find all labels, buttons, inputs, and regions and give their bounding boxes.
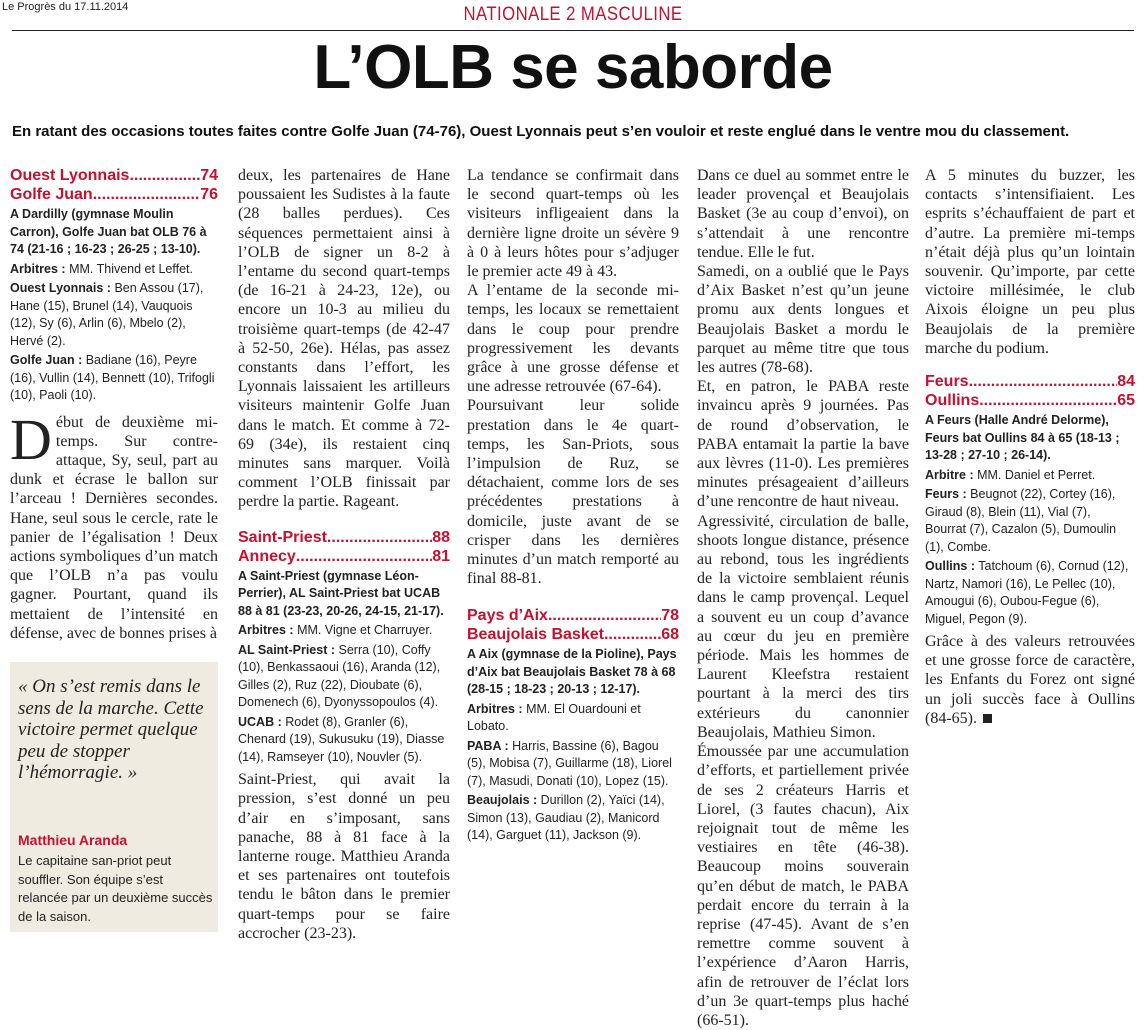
article-paragraph: Agressivité, circulation de balle, shoots longue distance, présence au rebond, tous les ingrédients de la victoire semblaient réunis dans le camp provençal. Lequel a souvent eu un coup d’avance au cœur du jeu en première période. Mais les hommes de Laurent Kleefstra restaient pourtant à la merci des tirs extérieurs du canonnier Beaujolais, Mathieu Simon. bbox=[697, 512, 909, 741]
roster-label: Beaujolais : bbox=[467, 793, 538, 808]
article-paragraph: deux, les partenaires de Hane poussaient les Sudistes à la faute (28 balles perdues). Ces séquences permettaient ainsi à l’OLB de signer un 8-2 à l’entame du second quart-temps (de 16-21 à 24-23, 12e), ou encore un 10-3 au milieu du troisième quart-temps (de 42-47 à 52-50, 26e). Hélas, pas assez constants dans l’effort, les Lyonnais laissaient les artilleurs visiteurs maintenir Golfe Juan dans le match. Et comme à 72-69 (34e), ils restaient cinq minutes sans marquer. Voilà comment l’OLB finissait par perdre la partie. Rageant. bbox=[238, 167, 450, 511]
team-name: Saint-Priest bbox=[238, 528, 327, 546]
end-mark-icon bbox=[983, 714, 992, 723]
referees-value: MM. Daniel et Perret. bbox=[977, 467, 1096, 482]
team-b-roster bbox=[925, 558, 1135, 628]
article-paragraph: Samedi, on a oublié que le Pays d’Aix Basket n’est qu’un jeune promu aux dents longues et Beaujolais Basket a mordu le parquet au même titre que tous les autres (78-68). bbox=[697, 263, 909, 377]
score-line-team-b bbox=[925, 391, 1135, 410]
team-score: 88 bbox=[432, 528, 450, 546]
roster-players: Durillon (2), Yaïci (14), Simon (13), Gaudiau (2), Manicord (14), Garguet (11), Jackson (9). bbox=[467, 793, 665, 843]
quote-author: Matthieu Aranda bbox=[18, 832, 128, 848]
lead-paragraph: En ratant des occasions toutes faites contre Golfe Juan (74-76), Ouest Lyonnais peut s’en vouloir et reste englué dans le ventre mou du classement. bbox=[12, 123, 1070, 140]
article-paragraph: A 5 minutes du buzzer, les contacts s’intensifiaient. Les esprits s’échauffaient de part et d’autre. La première mi-temps n’était déjà plus qu’un lointain souvenir. Qu’importe, par cette victoire millésimée, le club Aixois éloigne un peu plus Beaujolais de la première marche du podium. bbox=[925, 167, 1135, 357]
column-4 bbox=[697, 166, 909, 1030]
roster-label: Ouest Lyonnais : bbox=[10, 281, 111, 295]
article-paragraph: Dans ce duel au sommet entre le leader provençal et Beaujolais Basket (3e au coup d’envoi), on s’attendait à une rencontre tendue. Elle le fut. bbox=[697, 167, 909, 261]
article-paragraph: Poursuivant leur solide prestation dans le 4e quart-temps, les San-Priots, sous l’impulsion de Ruz, se détachaient, comme lors de ses précédentes prestations à domicile, juste avant de se crisper dans les dernières minutes d’un match remporté au final 88-81. bbox=[467, 397, 679, 588]
article-paragraph: Début de deuxième mi-temps. Sur contre-attaque, Sy, seul, part au dunk et écrase le ballon sur l’arceau ! Dernières secondes. Hane, seul sous le cercle, rate le panier de l’égalisation ! Deux actions symboliques d’un match que l’OLB n’a pas voulu gagner. Pourtant, quand ils mettaient de l’intensité en défense, avec de bonnes prises à bbox=[10, 406, 218, 642]
score-line-team-b bbox=[238, 547, 450, 566]
match-summary: A Feurs (Halle André Delorme), Feurs bat Oullins 84 à 65 (18-13 ; 13-28 ; 27-10 ; 26-14). bbox=[925, 413, 1120, 463]
article-paragraph: Saint-Priest, qui avait la pression, s’est donné un peu d’air en s’imposant, sans panache, 88 à 81 face à la lanterne rouge. Matthieu Aranda et ses partenaires ont toutefois tendu le bâton dans le premier quart-temps pour se faire accrocher (23-23). bbox=[238, 771, 450, 942]
roster-label: UCAB : bbox=[238, 714, 282, 729]
article-paragraph: La tendance se confirmait dans le second quart-temps où les visiteurs infligeaient dans la dernière ligne droite un sévère 9 à 0 à leurs hôtes pour s’adjuger le premier acte 49 à 43. bbox=[467, 167, 679, 281]
column-1 bbox=[10, 166, 218, 643]
team-score: 65 bbox=[1117, 392, 1135, 410]
match-summary: A Aix (gymnase de la Pioline), Pays d’Aix bat Beaujolais Basket 78 à 68 (28-15 ; 18-23 ; 20-13 ; 12-17). bbox=[467, 647, 677, 697]
quote-caption: Le capitaine san-priot peut souffler. Son équipe s’est relancée par un deuxième succès de la saison. bbox=[18, 853, 213, 924]
team-name: Beaujolais Basket bbox=[467, 626, 604, 644]
referees bbox=[238, 622, 450, 640]
roster-players: Tatchoum (6), Cornud (12), Nartz, Namori (16), Le Pellec (10), Amougui (6), Oubou-Fegue (6), Miguel, Pegon (9). bbox=[925, 559, 1129, 626]
team-score: 81 bbox=[432, 547, 450, 565]
drop-cap: D bbox=[10, 406, 52, 472]
roster-players: Beugnot (22), Cortey (16), Giraud (8), Blein (11), Vial (7), Bourrat (7), Cazalon (5), Dumoulin (1), Combe. bbox=[925, 487, 1117, 554]
team-score: 84 bbox=[1117, 373, 1135, 391]
referees-value: MM. Vigne et Charruyer. bbox=[297, 623, 433, 638]
match-summary: A Saint-Priest (gymnase Léon-Perrier), AL Saint-Priest bat UCAB 88 à 81 (23-23, 20-26, 24-15, 21-17). bbox=[238, 568, 444, 618]
team-a-roster bbox=[925, 486, 1135, 556]
roster-players: Harris, Bassine (6), Bagou (5), Mobisa (7), Guillarme (18), Liorel (7), Masudi, Donati (10), Lopez (15). bbox=[467, 738, 672, 788]
referees-label: Arbitres : bbox=[10, 261, 66, 276]
referees bbox=[10, 261, 218, 279]
team-name: Pays d’Aix bbox=[467, 607, 548, 625]
roster-label: Golfe Juan : bbox=[10, 353, 83, 367]
article-paragraph: Émoussée par une accumulation d’efforts, et partiellement privée de ses 2 créateurs Harris et Liorel, (3 fautes chacun), Aix rejoignait tout de même les vestiaires en tête (46-38). Beaucoup moins souverain qu’en début de match, le PABA perdait encore du terrain à la reprise (47-45). Avant de s’en remettre comme souvent à l’expérience d’Aaron Harris, afin de retrouver de l’éclat lors d’un 3e quart-temps plus haché (66-51). bbox=[697, 743, 909, 1029]
team-score: 68 bbox=[661, 626, 679, 644]
score-line-team-a bbox=[925, 372, 1135, 391]
team-a-roster bbox=[238, 642, 450, 712]
team-score: 76 bbox=[200, 186, 218, 203]
column-5 bbox=[925, 166, 1135, 728]
article-paragraph: A l’entame de la seconde mi-temps, les locaux se remettaient dans le coup pour prendre progressivement les devants grâce à une grosse défense et une adresse retrouvée (67-64). bbox=[467, 282, 679, 396]
team-score: 74 bbox=[200, 167, 218, 184]
referees bbox=[467, 701, 679, 736]
referees-label: Arbitres : bbox=[467, 701, 523, 716]
score-line-team-a bbox=[238, 528, 450, 547]
roster-label: Oullins : bbox=[925, 559, 975, 574]
team-b-roster bbox=[10, 352, 218, 405]
roster-label: PABA : bbox=[467, 738, 509, 753]
team-name: Golfe Juan bbox=[10, 186, 93, 203]
team-score: 78 bbox=[661, 607, 679, 625]
referees bbox=[925, 467, 1135, 485]
team-b-roster bbox=[467, 792, 679, 845]
roster-label: AL Saint-Priest : bbox=[238, 642, 336, 657]
team-name: Ouest Lyonnais bbox=[10, 167, 130, 184]
referees-label: Arbitre : bbox=[925, 467, 974, 482]
column-3 bbox=[467, 166, 679, 845]
roster-label: Feurs : bbox=[925, 487, 967, 502]
referees-label: Arbitres : bbox=[238, 623, 294, 638]
team-b-roster bbox=[238, 714, 450, 767]
pull-quote: « On s’est remis dans le sens de la marche. Cette victoire permet quelque peu de stopper l’hémorragie. » bbox=[18, 676, 204, 783]
article-paragraph: Et, en patron, le PABA reste invaincu après 9 journées. Pas de round d’observation, le PABA entamait la partie la bave aux lèvres (11-0). Les premières minutes présageaient d’ailleurs d’une rencontre de haut niveau. bbox=[697, 378, 909, 511]
roster-players: Rodet (8), Granler (6), Chenard (19), Sukusuku (19), Diasse (14), Ramseyer (10), Nouvler (5). bbox=[238, 714, 445, 764]
roster-players: Ben Assou (17), Hane (15), Brunel (14), Vauquois (12), Sy (6), Arlin (6), Mbelo (2), Hervé (2). bbox=[10, 281, 204, 348]
team-a-roster bbox=[10, 280, 218, 350]
source-line: Le Progrès du 17.11.2014 bbox=[2, 1, 129, 13]
team-name: Annecy bbox=[238, 547, 296, 565]
score-line-team-a bbox=[10, 166, 218, 185]
roster-players: Serra (10), Coffy (10), Benkassaoui (16), Aranda (12), Gilles (2), Ruz (22), Dioubate (6), Domenech (6), Dyonyssopoulos (4). bbox=[238, 642, 441, 710]
column-2 bbox=[238, 166, 450, 943]
article-paragraph: Grâce à des valeurs retrouvées et une grosse force de caractère, les Enfants du Forez ont signé un joli succès face à Oullins (84-65). bbox=[925, 633, 1135, 727]
roster-players: Badiane (16), Peyre (16), Vullin (14), Bennett (10), Trifogli (10), Paoli (10). bbox=[10, 353, 215, 402]
team-a-roster bbox=[467, 738, 679, 791]
referees-value: MM. El Ouardouni et Lobato. bbox=[467, 701, 641, 734]
match-summary: A Dardilly (gymnase Moulin Carron), Golfe Juan bat OLB 76 à 74 (21-16 ; 16-23 ; 26-25 ; 13-10). bbox=[10, 207, 207, 256]
team-name: Oullins bbox=[925, 392, 980, 410]
score-line-team-b bbox=[467, 625, 679, 644]
headline: L’OLB se saborde bbox=[313, 33, 833, 102]
section-title: NATIONALE 2 MASCULINE bbox=[463, 4, 683, 25]
score-line-team-a bbox=[467, 606, 679, 625]
team-name: Feurs bbox=[925, 373, 969, 391]
referees-value: MM. Thivend et Leffet. bbox=[69, 261, 193, 276]
score-line-team-b bbox=[10, 185, 218, 204]
